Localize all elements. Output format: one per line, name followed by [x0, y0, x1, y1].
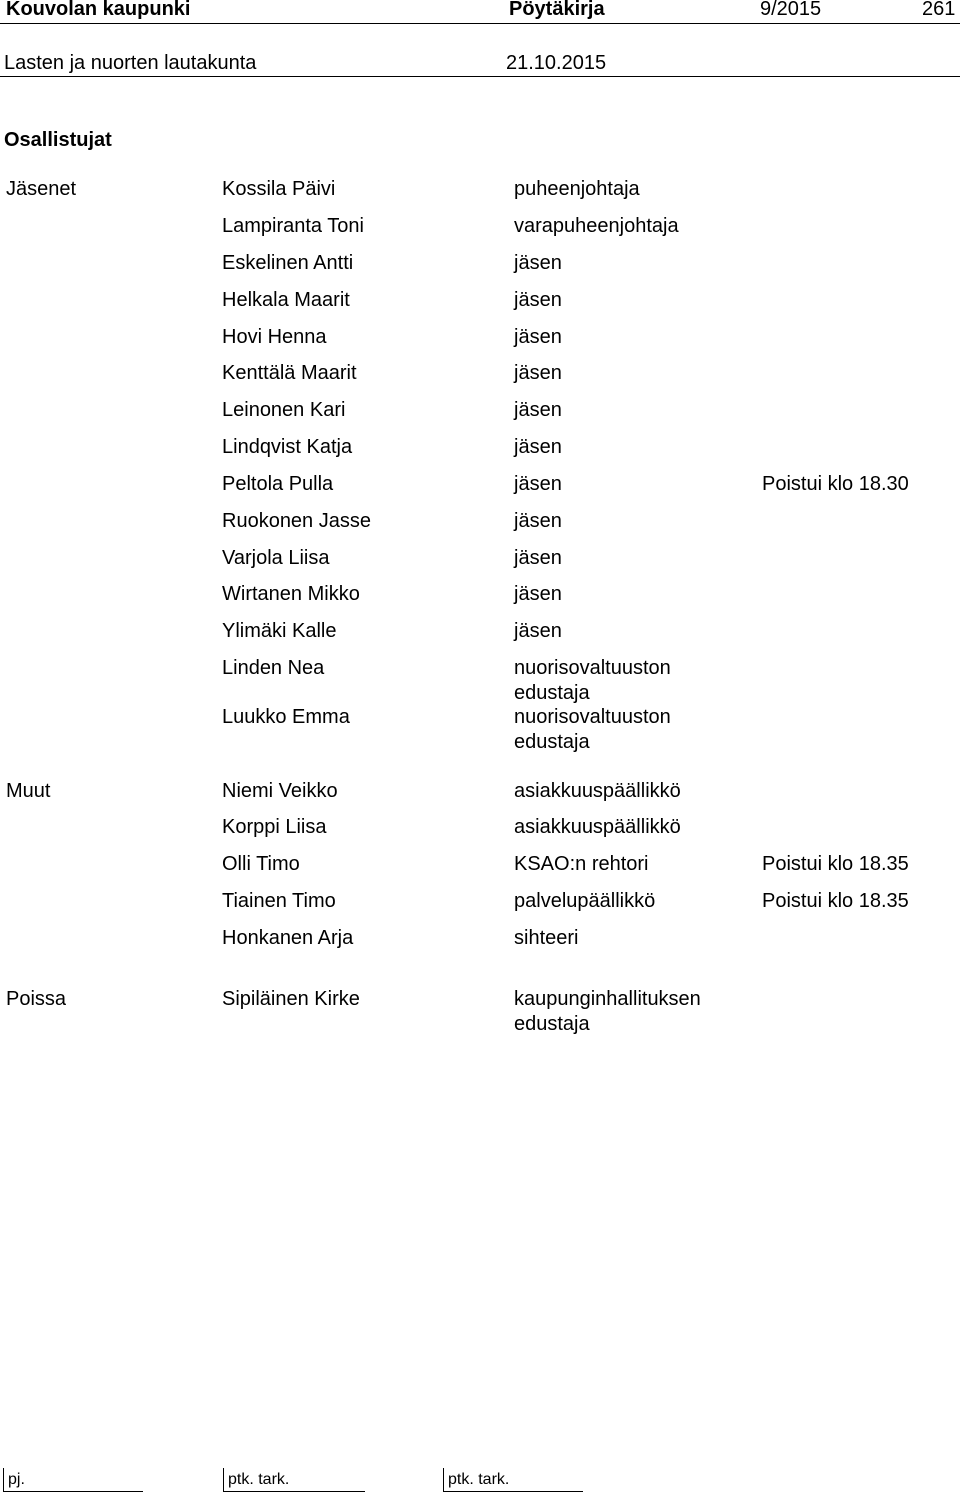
attendee-role: asiakkuuspäällikkö — [514, 816, 681, 838]
group-label-absent: Poissa — [6, 988, 67, 1010]
attendee-name: Lampiranta Toni — [222, 215, 364, 237]
attendee-name: Kenttälä Maarit — [222, 362, 357, 384]
attendee-role: jäsen — [514, 399, 562, 421]
attendee-role: jäsen — [514, 362, 562, 384]
attendee-name: Luukko Emma — [222, 706, 350, 728]
attendee-role: jäsen — [514, 289, 562, 311]
committee-name: Lasten ja nuorten lautakunta — [4, 52, 257, 74]
attendee-role: jäsen — [514, 326, 562, 348]
attendee-role: jäsen — [514, 510, 562, 532]
attendee-note: Poistui klo 18.35 — [762, 890, 909, 912]
attendee-role: jäsen — [514, 473, 562, 495]
attendee-name: Linden Nea — [222, 657, 325, 679]
attendee-name: Ylimäki Kalle — [222, 620, 337, 642]
section-title: Osallistujat — [4, 129, 112, 151]
group-label-others: Muut — [6, 780, 51, 802]
group-label-members: Jäsenet — [6, 178, 77, 200]
attendee-name: Honkanen Arja — [222, 927, 354, 949]
attendee-note: Poistui klo 18.30 — [762, 473, 909, 495]
attendee-role: asiakkuuspäällikkö — [514, 780, 681, 802]
attendee-role: jäsen — [514, 547, 562, 569]
attendee-role: palvelupäällikkö — [514, 890, 656, 912]
page-number: 261 — [922, 0, 956, 20]
signature-chair: pj. — [3, 1468, 143, 1492]
attendee-name: Lindqvist Katja — [222, 436, 353, 458]
attendee-role: jäsen — [514, 583, 562, 605]
attendee-name: Wirtanen Mikko — [222, 583, 360, 605]
attendee-name: Varjola Liisa — [222, 547, 330, 569]
attendee-name: Helkala Maarit — [222, 289, 350, 311]
attendee-role: nuorisovaltuuston edustaja — [514, 657, 671, 704]
attendee-role: KSAO:n rehtori — [514, 853, 649, 875]
attendee-name: Ruokonen Jasse — [222, 510, 371, 532]
meeting-date: 21.10.2015 — [506, 52, 607, 74]
attendee-note: Poistui klo 18.35 — [762, 853, 909, 875]
header-divider-top — [0, 23, 960, 24]
signature-examiner-1: ptk. tark. — [223, 1468, 365, 1492]
document-type: Pöytäkirja — [509, 0, 605, 20]
attendee-name: Peltola Pulla — [222, 473, 334, 495]
attendee-role: puheenjohtaja — [514, 178, 640, 200]
attendee-role: jäsen — [514, 436, 562, 458]
attendee-name: Sipiläinen Kirke — [222, 988, 360, 1010]
attendee-role: jäsen — [514, 252, 562, 274]
header-divider-bottom — [0, 76, 960, 77]
attendee-name: Olli Timo — [222, 853, 300, 875]
attendee-name: Kossila Päivi — [222, 178, 336, 200]
org-name: Kouvolan kaupunki — [6, 0, 191, 20]
attendee-role: varapuheenjohtaja — [514, 215, 679, 237]
attendee-name: Tiainen Timo — [222, 890, 336, 912]
attendee-role: jäsen — [514, 620, 562, 642]
attendee-name: Hovi Henna — [222, 326, 327, 348]
attendee-role: sihteeri — [514, 927, 579, 949]
attendee-role: kaupunginhallituksen edustaja — [514, 988, 701, 1035]
signature-examiner-2: ptk. tark. — [443, 1468, 583, 1492]
attendee-name: Eskelinen Antti — [222, 252, 354, 274]
attendee-name: Niemi Veikko — [222, 780, 338, 802]
issue-number: 9/2015 — [760, 0, 822, 20]
attendee-name: Leinonen Kari — [222, 399, 346, 421]
attendee-name: Korppi Liisa — [222, 816, 327, 838]
attendee-role: nuorisovaltuuston edustaja — [514, 706, 671, 753]
